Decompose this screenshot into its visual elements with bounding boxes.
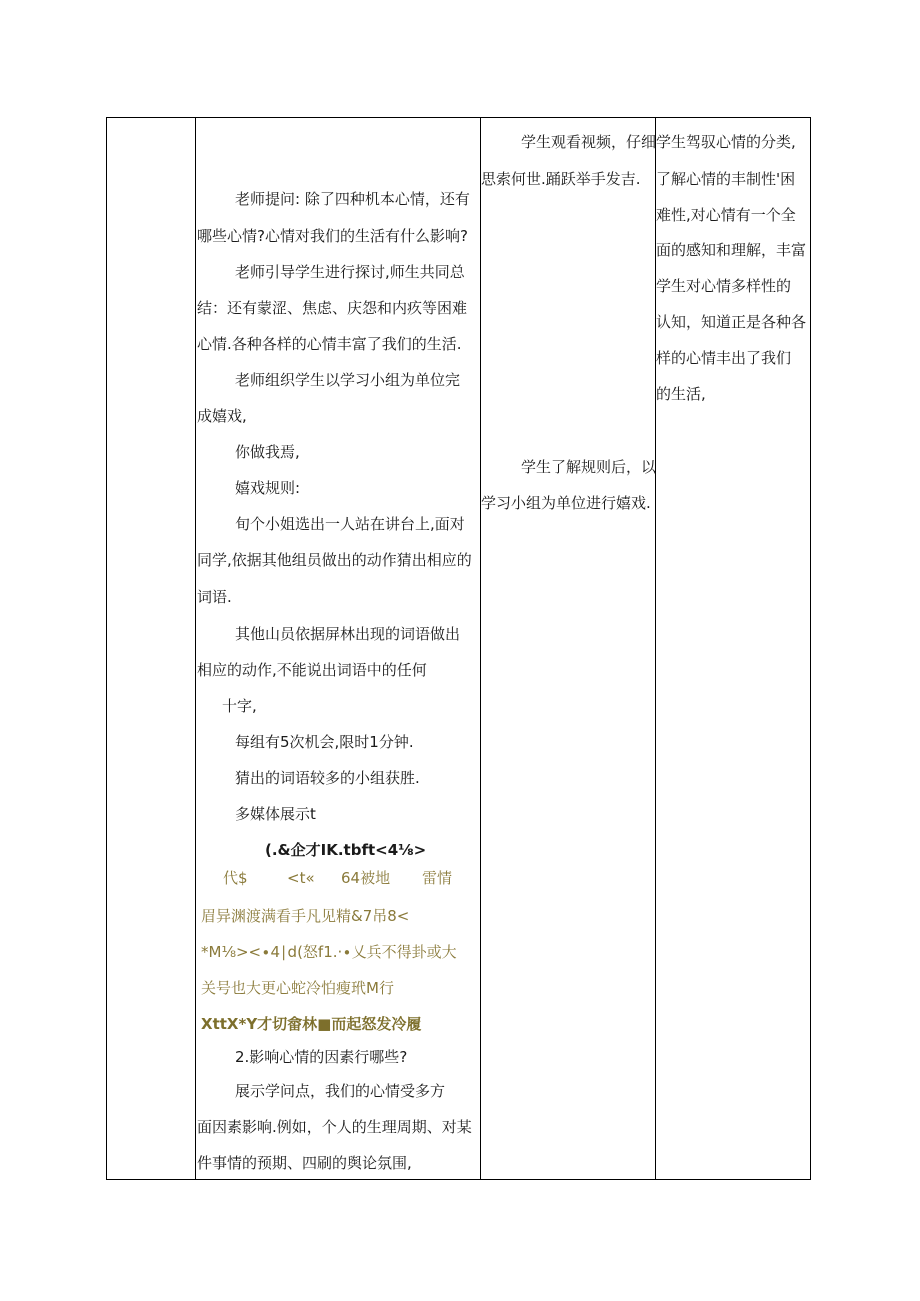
text-line: 你做我焉, <box>235 443 300 461</box>
text-line: 难性,对心情有一个全 <box>656 206 796 224</box>
text-line: 样的心情丰出了我们 <box>656 349 792 367</box>
media-line: *M⅛><∙4∣d(怒f1.·∙乂兵不得卦或大 <box>201 943 457 961</box>
text-line: 猜出的词语较多的小组获胜. <box>235 769 420 787</box>
text-line: 哪些心情?心情对我们的生活有什么影响? <box>197 227 468 245</box>
column-divider <box>480 118 481 1179</box>
text-line: 老师提问: 除了四种机本心情，还有 <box>235 190 470 208</box>
column-divider <box>195 118 196 1179</box>
text-line: 2.影响心情的因素行哪些? <box>235 1048 408 1066</box>
media-line: 关号也大更心蛇冷怕瘦玳M行 <box>201 979 394 997</box>
text-line: (.&企才IK.tbft<4⅛> <box>265 841 427 859</box>
lesson-table <box>106 117 811 1180</box>
text-line: 展示学问点，我们的心情受多方 <box>235 1082 446 1100</box>
text-line: 的生活, <box>656 385 706 403</box>
text-line: 老师组织学生以学习小组为单位完 <box>235 371 461 389</box>
text-line: 老师引导学生进行探讨,师生共同总 <box>235 263 465 281</box>
text-line: 其他山员依据屏林出现的词语做出 <box>235 625 461 643</box>
text-line: 了解心情的丰制性'困 <box>656 170 796 188</box>
text-line: 相应的动作,不能说出词语中的任何 <box>197 661 427 679</box>
text-line: 件事情的预期、四刷的舆论氛围, <box>197 1154 412 1172</box>
text-line: 成嬉戏, <box>197 407 247 425</box>
text-line: 每组有5次机会,限时1分钟. <box>235 733 414 751</box>
text-line: 思索何世.踊跃举手发吉. <box>481 170 641 188</box>
text-line: 面的感知和理解，丰富 <box>656 241 807 259</box>
text-line: 词语. <box>197 588 232 606</box>
media-word: 64被地 <box>341 869 391 887</box>
media-line: 眉异渊渡满看手凡见精&7吊8< <box>201 907 410 925</box>
media-word: 代$ <box>223 869 248 887</box>
text-line: 学生了解规则后，以 <box>521 458 657 476</box>
text-line: 面因素影响.例如，个人的生理周期、对某 <box>197 1118 472 1136</box>
text-line: 旬个小姐选出一人站在讲台上,面对 <box>235 515 465 533</box>
text-line: 结：还有蒙涩、焦虑、庆怨和内疚等困难 <box>197 299 468 317</box>
text-line: 学生驾驭心情的分类, <box>656 133 796 151</box>
media-word: <t« <box>287 869 315 887</box>
text-line: 十字, <box>222 697 257 715</box>
text-line: 多媒体展示t <box>235 805 316 823</box>
text-line: 学生观看视频，仔细 <box>521 133 657 151</box>
media-word: 雷情 <box>422 869 453 887</box>
text-line: 认知，知道正是各种各 <box>656 313 807 331</box>
text-line: 学生对心情多样性的 <box>656 277 792 295</box>
media-line: XttX*Y才切畲林■而起怒发冷履 <box>201 1015 422 1033</box>
text-line: 学习小组为单位进行嬉戏. <box>481 494 651 512</box>
text-line: 嬉戏规则: <box>235 479 301 497</box>
text-line: 心情.各种各样的心情丰富了我们的生活. <box>197 335 462 353</box>
text-line: 同学,依据其他组员做出的动作猜出相应的 <box>197 551 472 569</box>
